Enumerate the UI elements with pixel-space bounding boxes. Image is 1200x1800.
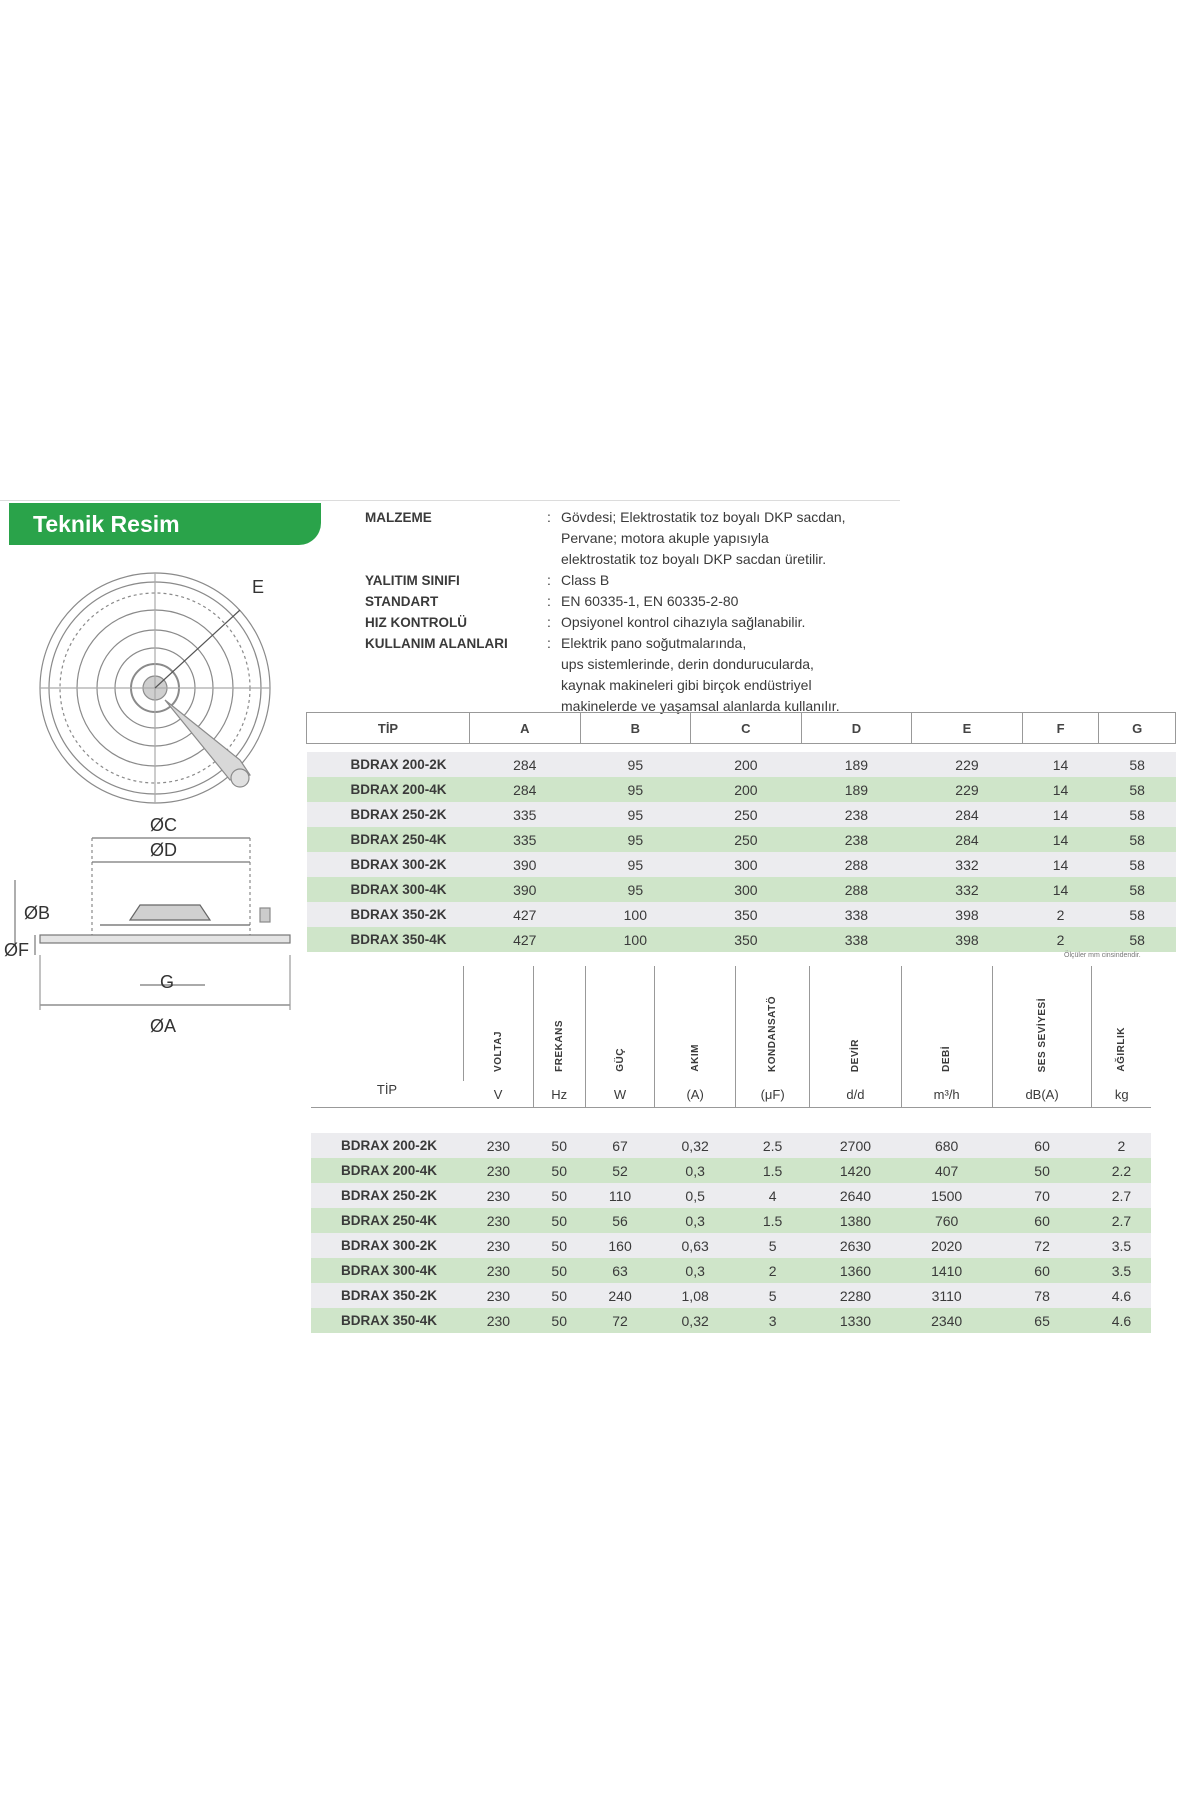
- table-cell: 78: [992, 1283, 1092, 1308]
- model-name: BDRAX 350-2K: [311, 1283, 464, 1308]
- drawing-label-b: ØB: [24, 903, 51, 923]
- table-cell: 72: [992, 1233, 1092, 1258]
- table-cell: 230: [464, 1233, 534, 1258]
- table-cell: 230: [464, 1308, 534, 1333]
- spec-line: EN 60335-1, EN 60335-2-80: [561, 593, 739, 609]
- dim-header-cell: G: [1099, 713, 1176, 744]
- el-header-label: SES SEVİYESİ: [1036, 997, 1048, 1072]
- table-cell: 300: [691, 877, 802, 902]
- model-name: BDRAX 300-4K: [307, 877, 470, 902]
- table-row: [307, 877, 1176, 902]
- spec-row: [365, 591, 925, 612]
- table-cell: 230: [464, 1283, 534, 1308]
- table-cell: 0,32: [655, 1308, 735, 1333]
- table-row: [307, 927, 1176, 952]
- table-cell: 288: [801, 877, 912, 902]
- table-row: [311, 1133, 1151, 1158]
- table-cell: 14: [1022, 877, 1099, 902]
- table-cell: 230: [464, 1208, 534, 1233]
- table-cell: 2700: [810, 1133, 901, 1158]
- model-name: BDRAX 300-2K: [307, 852, 470, 877]
- table-cell: 4: [735, 1183, 810, 1208]
- table-cell: 2280: [810, 1283, 901, 1308]
- table-cell: 238: [801, 802, 912, 827]
- table-cell: 2.7: [1092, 1183, 1151, 1208]
- table-cell: 427: [470, 927, 581, 952]
- table-cell: 58: [1099, 902, 1176, 927]
- el-unit-cell: kg: [1092, 1081, 1151, 1108]
- table-cell: 2630: [810, 1233, 901, 1258]
- dim-header-cell: D: [801, 713, 912, 744]
- table-cell: 284: [470, 777, 581, 802]
- el-unit-cell: W: [585, 1081, 655, 1108]
- table-cell: 3110: [901, 1283, 992, 1308]
- el-unit-cell: d/d: [810, 1081, 901, 1108]
- model-name: BDRAX 250-4K: [311, 1208, 464, 1233]
- table-cell: 50: [533, 1283, 585, 1308]
- dim-header-cell: F: [1022, 713, 1099, 744]
- table-cell: 1.5: [735, 1208, 810, 1233]
- table-cell: 160: [585, 1233, 655, 1258]
- table-cell: 0,63: [655, 1233, 735, 1258]
- electrical-table: [311, 966, 1151, 1333]
- spec-row: [365, 633, 925, 717]
- el-header-cell: [992, 966, 1092, 1081]
- table-cell: 3.5: [1092, 1258, 1151, 1283]
- spec-key: HIZ KONTROLÜ: [365, 615, 467, 630]
- model-name: BDRAX 300-4K: [311, 1258, 464, 1283]
- el-header-cell: [901, 966, 992, 1081]
- table-cell: 230: [464, 1258, 534, 1283]
- table-cell: 14: [1022, 852, 1099, 877]
- model-name: BDRAX 250-4K: [307, 827, 470, 852]
- table-row: [311, 1258, 1151, 1283]
- table-cell: 398: [912, 927, 1023, 952]
- table-cell: 0,3: [655, 1208, 735, 1233]
- table-row: [307, 777, 1176, 802]
- table-cell: 680: [901, 1133, 992, 1158]
- el-unit-cell: V: [464, 1081, 534, 1108]
- table-cell: 250: [691, 802, 802, 827]
- table-cell: 4.6: [1092, 1308, 1151, 1333]
- spec-colon: :: [547, 614, 551, 630]
- spec-line: Elektrik pano soğutmalarında,: [561, 635, 747, 651]
- table-cell: 427: [470, 902, 581, 927]
- el-header-cell: [655, 966, 735, 1081]
- model-name: BDRAX 350-4K: [311, 1308, 464, 1333]
- model-name: BDRAX 250-2K: [307, 802, 470, 827]
- electrical-table-wrap: [311, 966, 1151, 1333]
- el-header-cell: [1092, 966, 1151, 1081]
- table-cell: 390: [470, 852, 581, 877]
- table-row: [307, 802, 1176, 827]
- table-cell: 14: [1022, 777, 1099, 802]
- spec-colon: :: [547, 509, 551, 525]
- table-cell: 50: [533, 1133, 585, 1158]
- table-cell: 50: [533, 1308, 585, 1333]
- el-unit-cell: Hz: [533, 1081, 585, 1108]
- table-cell: 2640: [810, 1183, 901, 1208]
- table-cell: 58: [1099, 752, 1176, 777]
- el-header-label: AĞIRLIK: [1116, 1027, 1128, 1072]
- table-cell: 5: [735, 1233, 810, 1258]
- spec-row: [365, 507, 925, 570]
- drawing-label-f: ØF: [4, 940, 29, 960]
- table-cell: 60: [992, 1133, 1092, 1158]
- spec-list: [365, 507, 925, 717]
- table-cell: 350: [691, 927, 802, 952]
- table-cell: 250: [691, 827, 802, 852]
- table-cell: 67: [585, 1133, 655, 1158]
- dimensions-table-wrap: [306, 712, 1176, 952]
- table-row: [307, 902, 1176, 927]
- table-cell: 95: [580, 752, 691, 777]
- dimensions-note: Ölçüler mm cinsindendir.: [1064, 952, 1141, 959]
- table-cell: 240: [585, 1283, 655, 1308]
- table-cell: 1410: [901, 1258, 992, 1283]
- spec-value: [561, 633, 925, 717]
- el-header-cell: [735, 966, 810, 1081]
- table-row: [311, 1283, 1151, 1308]
- table-row: [311, 1233, 1151, 1258]
- spec-line: makinelerde ve yaşamsal alanlarda kullanılır.: [561, 698, 840, 714]
- el-header-label: DEBİ: [941, 1046, 953, 1072]
- el-unit-cell: (A): [655, 1081, 735, 1108]
- table-cell: 95: [580, 827, 691, 852]
- model-name: BDRAX 350-2K: [307, 902, 470, 927]
- table-cell: 229: [912, 752, 1023, 777]
- table-cell: 50: [533, 1258, 585, 1283]
- fan-technical-drawing: [0, 0, 310, 1040]
- table-cell: 229: [912, 777, 1023, 802]
- table-cell: 2: [1022, 927, 1099, 952]
- el-unit-cell: m³/h: [901, 1081, 992, 1108]
- table-cell: 230: [464, 1183, 534, 1208]
- table-cell: 1.5: [735, 1158, 810, 1183]
- table-cell: 284: [912, 802, 1023, 827]
- table-cell: 760: [901, 1208, 992, 1233]
- table-cell: 95: [580, 877, 691, 902]
- table-cell: 14: [1022, 752, 1099, 777]
- table-cell: 5: [735, 1283, 810, 1308]
- table-cell: 350: [691, 902, 802, 927]
- table-cell: 230: [464, 1158, 534, 1183]
- el-header-cell: [810, 966, 901, 1081]
- dimensions-table: [306, 712, 1176, 952]
- table-row: [311, 1308, 1151, 1333]
- table-cell: 1,08: [655, 1283, 735, 1308]
- table-cell: 58: [1099, 802, 1176, 827]
- table-cell: 50: [533, 1233, 585, 1258]
- model-name: BDRAX 200-2K: [311, 1133, 464, 1158]
- table-cell: 332: [912, 852, 1023, 877]
- drawing-label-g: G: [160, 972, 175, 992]
- table-cell: 95: [580, 802, 691, 827]
- table-cell: 2340: [901, 1308, 992, 1333]
- spec-row: [365, 612, 925, 633]
- table-row: [307, 852, 1176, 877]
- table-cell: 58: [1099, 852, 1176, 877]
- table-cell: 1360: [810, 1258, 901, 1283]
- spec-colon: :: [547, 593, 551, 609]
- table-cell: 2.2: [1092, 1158, 1151, 1183]
- table-row: [307, 752, 1176, 777]
- dim-header-cell: E: [912, 713, 1023, 744]
- table-cell: 58: [1099, 877, 1176, 902]
- table-cell: 338: [801, 927, 912, 952]
- model-name: BDRAX 300-2K: [311, 1233, 464, 1258]
- el-unit-cell: (μF): [735, 1081, 810, 1108]
- spec-line: elektrostatik toz boyalı DKP sacdan üretilir.: [561, 551, 827, 567]
- spec-key: KULLANIM ALANLARI: [365, 636, 508, 651]
- table-cell: 407: [901, 1158, 992, 1183]
- table-cell: 335: [470, 802, 581, 827]
- table-cell: 230: [464, 1133, 534, 1158]
- table-cell: 4.6: [1092, 1283, 1151, 1308]
- table-cell: 58: [1099, 827, 1176, 852]
- drawing-label-c: ØC: [150, 815, 177, 835]
- table-cell: 2.5: [735, 1133, 810, 1158]
- model-name: BDRAX 200-2K: [307, 752, 470, 777]
- spec-key: STANDART: [365, 594, 439, 609]
- spec-line: Pervane; motora akuple yapısıyla: [561, 530, 769, 546]
- table-cell: 63: [585, 1258, 655, 1283]
- table-cell: 0,32: [655, 1133, 735, 1158]
- table-cell: 1500: [901, 1183, 992, 1208]
- table-cell: 70: [992, 1183, 1092, 1208]
- spec-value: [561, 612, 925, 633]
- table-cell: 100: [580, 927, 691, 952]
- drawing-label-e: E: [252, 577, 265, 597]
- table-cell: 2: [1022, 902, 1099, 927]
- spec-value: [561, 570, 925, 591]
- el-header-label: VOLTAJ: [492, 1031, 504, 1072]
- dim-header-cell: A: [470, 713, 581, 744]
- table-cell: 335: [470, 827, 581, 852]
- table-cell: 300: [691, 852, 802, 877]
- spec-line: Opsiyonel kontrol cihazıyla sağlanabilir.: [561, 614, 806, 630]
- table-cell: 288: [801, 852, 912, 877]
- spec-colon: :: [547, 635, 551, 651]
- table-cell: 284: [912, 827, 1023, 852]
- table-row: [307, 827, 1176, 852]
- table-row: [311, 1208, 1151, 1233]
- el-header-label: KONDANSATÖ: [767, 996, 779, 1072]
- table-cell: 332: [912, 877, 1023, 902]
- spec-key: YALITIM SINIFI: [365, 573, 460, 588]
- table-cell: 58: [1099, 927, 1176, 952]
- table-cell: 2.7: [1092, 1208, 1151, 1233]
- table-cell: 338: [801, 902, 912, 927]
- table-cell: 52: [585, 1158, 655, 1183]
- table-cell: 60: [992, 1258, 1092, 1283]
- table-cell: 284: [470, 752, 581, 777]
- table-cell: 3: [735, 1308, 810, 1333]
- el-header-label: GÜÇ: [614, 1048, 626, 1072]
- spec-value: [561, 507, 925, 570]
- table-cell: 100: [580, 902, 691, 927]
- dim-header-cell: TİP: [307, 713, 470, 744]
- table-cell: 3.5: [1092, 1233, 1151, 1258]
- el-header-cell: [585, 966, 655, 1081]
- dim-header-cell: C: [691, 713, 802, 744]
- table-cell: 56: [585, 1208, 655, 1233]
- table-cell: 390: [470, 877, 581, 902]
- model-name: BDRAX 250-2K: [311, 1183, 464, 1208]
- table-cell: 2020: [901, 1233, 992, 1258]
- spec-line: Class B: [561, 572, 610, 588]
- el-header-cell: [533, 966, 585, 1081]
- table-cell: 14: [1022, 827, 1099, 852]
- table-row: [311, 1183, 1151, 1208]
- table-cell: 1330: [810, 1308, 901, 1333]
- table-cell: 0,5: [655, 1183, 735, 1208]
- table-cell: 238: [801, 827, 912, 852]
- section-title: Teknik Resim: [9, 503, 321, 545]
- spec-line: kaynak makineleri gibi birçok endüstriyel: [561, 677, 812, 693]
- table-cell: 50: [992, 1158, 1092, 1183]
- el-unit-cell: dB(A): [992, 1081, 1092, 1108]
- table-cell: 200: [691, 752, 802, 777]
- table-cell: 2: [1092, 1133, 1151, 1158]
- table-cell: 72: [585, 1308, 655, 1333]
- table-row: [311, 1158, 1151, 1183]
- table-cell: 189: [801, 752, 912, 777]
- table-cell: 95: [580, 777, 691, 802]
- table-cell: 60: [992, 1208, 1092, 1233]
- el-header-label: AKIM: [689, 1044, 701, 1072]
- table-cell: 0,3: [655, 1258, 735, 1283]
- drawing-label-d: ØD: [150, 840, 177, 860]
- spec-line: ups sistemlerinde, derin dondurucularda,: [561, 656, 814, 672]
- table-cell: 58: [1099, 777, 1176, 802]
- table-cell: 95: [580, 852, 691, 877]
- table-cell: 1420: [810, 1158, 901, 1183]
- table-cell: 398: [912, 902, 1023, 927]
- table-cell: 189: [801, 777, 912, 802]
- spec-value: [561, 591, 925, 612]
- table-cell: 1380: [810, 1208, 901, 1233]
- spec-line: Gövdesi; Elektrostatik toz boyalı DKP sacdan,: [561, 509, 846, 525]
- spec-colon: :: [547, 572, 551, 588]
- model-name: BDRAX 200-4K: [311, 1158, 464, 1183]
- model-name: BDRAX 350-4K: [307, 927, 470, 952]
- table-cell: 2: [735, 1258, 810, 1283]
- el-header-cell: [464, 966, 534, 1081]
- el-header-label: DEVİR: [849, 1038, 861, 1072]
- table-cell: 50: [533, 1208, 585, 1233]
- spec-key: MALZEME: [365, 510, 432, 525]
- table-cell: 50: [533, 1158, 585, 1183]
- drawing-label-a: ØA: [150, 1016, 177, 1036]
- table-cell: 14: [1022, 802, 1099, 827]
- table-cell: 110: [585, 1183, 655, 1208]
- model-name: BDRAX 200-4K: [307, 777, 470, 802]
- table-cell: 50: [533, 1183, 585, 1208]
- el-header-label: FREKANS: [553, 1020, 565, 1072]
- table-cell: 65: [992, 1308, 1092, 1333]
- dim-header-cell: B: [580, 713, 691, 744]
- table-cell: 200: [691, 777, 802, 802]
- el-tip-header: TİP: [311, 966, 464, 1108]
- spec-row: [365, 570, 925, 591]
- table-cell: 0,3: [655, 1158, 735, 1183]
